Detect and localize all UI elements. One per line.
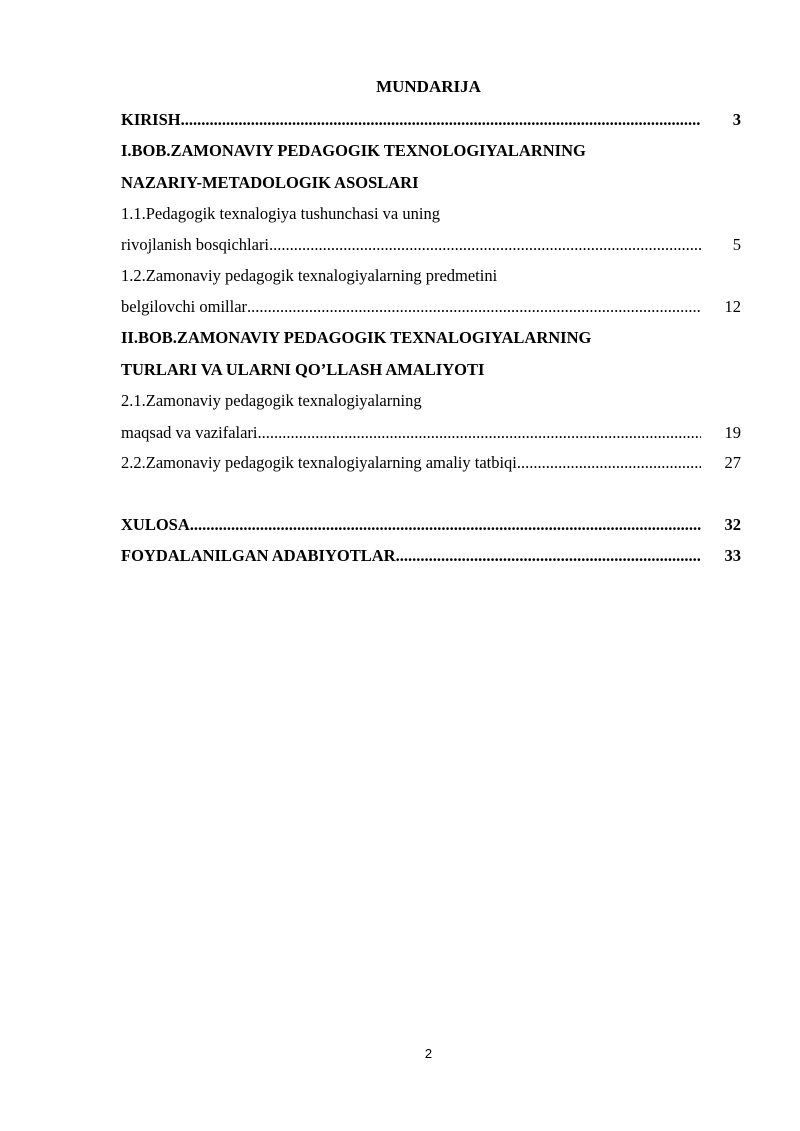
toc-chapter2-line1: II.BOB.ZAMONAVIY PEDAGOGIK TEXNALOGIYALARNING — [121, 328, 592, 347]
dot-leader — [258, 421, 701, 445]
page-number: 2 — [424, 1046, 433, 1061]
toc-entry-intro — [121, 108, 741, 132]
toc-entry-page: 27 — [724, 453, 741, 472]
toc-entry-text: XULOSA — [121, 515, 190, 534]
toc-entry-page: 12 — [724, 297, 741, 316]
toc-entry-text: 2.2.Zamonaviy pedagogik texnalogiyalarning amaliy tatbiqi — [121, 453, 517, 472]
toc-entry-text: maqsad va vazifalari — [121, 423, 258, 442]
toc-chapter1-line2: NAZARIY-METADOLOGIK ASOSLARI — [121, 173, 419, 192]
dot-leader — [396, 544, 701, 568]
toc-entry-text: KIRISH — [121, 110, 181, 129]
toc-entry-section-2-2 — [121, 451, 741, 475]
toc-entry-section-1-2 — [121, 295, 741, 319]
dot-leader — [517, 451, 701, 475]
toc-entry-page: 3 — [732, 110, 741, 129]
toc-chapter1-line1: I.BOB.ZAMONAVIY PEDAGOGIK TEXNOLOGIYALARNING — [121, 141, 586, 160]
dot-leader — [247, 295, 701, 319]
toc-section-1-2-line1: 1.2.Zamonaviy pedagogik texnalogiyalarning predmetini — [121, 266, 498, 285]
dot-leader — [190, 513, 701, 537]
dot-leader — [269, 233, 701, 257]
toc-entry-conclusion — [121, 513, 741, 537]
toc-entry-text: FOYDALANILGAN ADABIYOTLAR — [121, 546, 396, 565]
toc-title: MUNDARIJA — [376, 77, 481, 96]
toc-entry-page: 32 — [724, 515, 741, 534]
toc-entry-page: 5 — [732, 235, 741, 254]
toc-section-1-1-line1: 1.1.Pedagogik texnalogiya tushunchasi va uning — [121, 204, 440, 223]
toc-entry-references — [121, 544, 741, 568]
toc-entry-text: belgilovchi omillar — [121, 297, 248, 316]
toc-entry-section-2-1 — [121, 421, 741, 445]
toc-chapter2-line2: TURLARI VA ULARNI QO’LLASH AMALIYOTI — [121, 360, 485, 379]
toc-entry-page: 19 — [724, 423, 741, 442]
toc-entry-page: 33 — [724, 546, 741, 565]
toc-section-2-1-line1: 2.1.Zamonaviy pedagogik texnalogiyalarning — [121, 391, 422, 410]
toc-entry-section-1-1 — [121, 233, 741, 257]
toc-entry-text: rivojlanish bosqichlari — [121, 235, 270, 254]
dot-leader — [181, 108, 701, 132]
